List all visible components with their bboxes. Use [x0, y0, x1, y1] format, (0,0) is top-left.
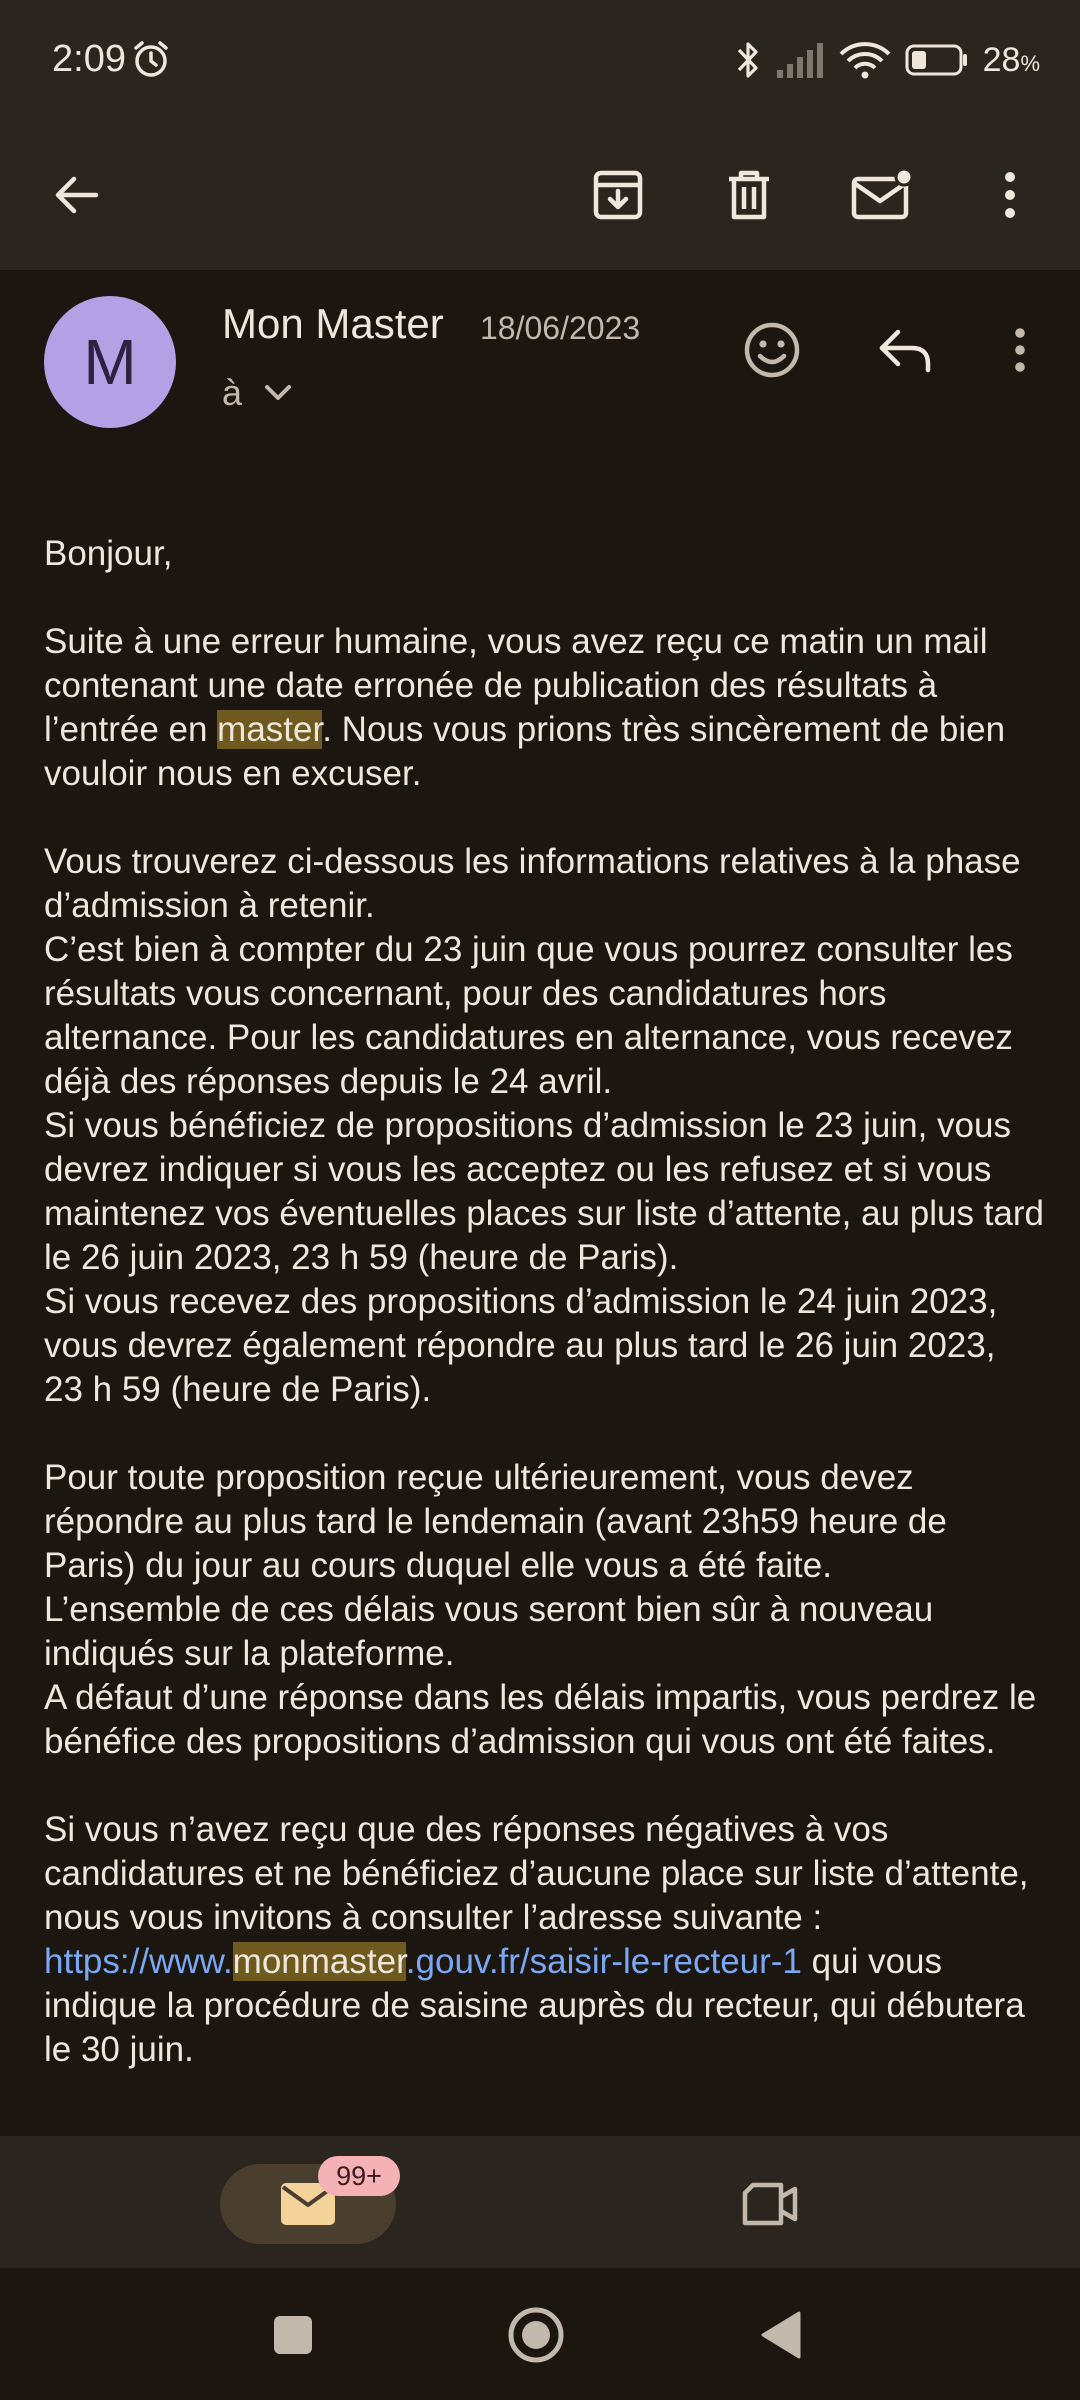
wifi-icon	[839, 40, 891, 80]
paragraph-1: Suite à une erreur humaine, vous avez reçu ce matin un mail contenant une date erronée de publication des résultats à l’entrée en master. Nous vous prions très sincèrement de bien vouloir nous en excuser.	[44, 622, 1006, 793]
more-vert-icon	[1000, 169, 1020, 221]
email-body	[44, 532, 1044, 2116]
back-button[interactable]	[36, 155, 116, 235]
status-icons	[735, 36, 1040, 84]
archive-icon	[590, 167, 646, 223]
email-view	[0, 270, 1080, 2136]
archive-button[interactable]	[578, 155, 658, 235]
bottom-navigation	[0, 2136, 1080, 2268]
paragraph-3: Pour toute proposition reçue ultérieurement, vous devez répondre au plus tard le lendemain (avant 23h59 heure de Paris) du jour au cours duquel elle vous a été faite. L’ensemble de ces délais vous seront bien sûr à nouveau indiqués sur la plateforme. A défaut d’une réponse dans les délais impartis, vous perdrez le bénéfice des propositions d’admission qui vous ont été faites.	[44, 1458, 1037, 1761]
mark-unread-icon	[850, 167, 914, 223]
more-vert-icon	[1011, 326, 1029, 374]
message-more-button[interactable]	[980, 310, 1060, 390]
home-button[interactable]	[501, 2300, 571, 2370]
paragraph-2: Vous trouverez ci-dessous les informations relatives à la phase d’admission à retenir. C’est bien à compter du 23 juin que vous pourrez consulter les résultats vous concernant, pour des candidatures hors alternance. Pour les candidatures en alternance, vous recevez déjà des réponses depuis le 24 avril. Si vous bénéficiez de propositions d’admission le 23 juin, vous devrez indiquer si vous les acceptez ou les refusez et si vous maintenez vos éventuelles places sur liste d’attente, au plus tard le 26 juin 2023, 23 h 59 (heure de Paris). Si vous recevez des propositions d’admission le 24 juin 2023, vous devrez également répondre au plus tard le 26 juin 2023, 23 h 59 (heure de Paris).	[44, 842, 1045, 1409]
alarm-icon	[130, 38, 172, 80]
greeting: Bonjour,	[44, 534, 173, 573]
paragraph-4: Si vous n’avez reçu que des réponses négatives à vos candidatures et ne bénéficiez d’aucune place sur liste d’attente, nous vous invitons à consulter l’adresse suivante : https://www.monmaster.gouv.fr/saisir-le-recteur-1 qui vous indique la procédure de saisine auprès du recteur, qui débutera le 30 juin.	[44, 1810, 1029, 2069]
battery-percent: 28%	[982, 40, 1040, 79]
bluetooth-icon	[735, 38, 761, 82]
search-highlight: master	[217, 710, 323, 749]
delete-button[interactable]	[709, 155, 789, 235]
recteur-link[interactable]: https://www.monmaster.gouv.fr/saisir-le-recteur-1	[44, 1942, 802, 1981]
back-triangle-icon	[759, 2310, 803, 2360]
meet-tab[interactable]	[730, 2164, 810, 2244]
unread-count-badge: 99+	[318, 2156, 400, 2196]
chevron-down-icon	[264, 384, 292, 402]
status-bar	[0, 0, 1080, 120]
recipient-toggle[interactable]	[222, 372, 292, 414]
system-navigation	[0, 2268, 1080, 2400]
recents-square-icon	[272, 2314, 314, 2356]
sender-name: Mon Master	[222, 300, 444, 347]
video-icon	[739, 2179, 801, 2229]
back-nav-button[interactable]	[746, 2300, 816, 2370]
delete-icon	[723, 167, 775, 223]
recents-button[interactable]	[258, 2300, 328, 2370]
reply-button[interactable]	[864, 310, 944, 390]
mark-unread-button[interactable]	[842, 155, 922, 235]
battery-icon	[905, 43, 969, 77]
back-arrow-icon	[50, 169, 102, 221]
signal-icon	[775, 40, 825, 80]
avatar[interactable]: M	[44, 296, 176, 428]
emoji-icon	[742, 320, 802, 380]
recipient-label: à	[222, 372, 243, 413]
app-toolbar	[0, 120, 1080, 270]
home-circle-icon	[507, 2306, 565, 2364]
react-emoji-button[interactable]	[732, 310, 812, 390]
email-date: 18/06/2023	[480, 310, 641, 346]
more-options-button[interactable]	[970, 155, 1050, 235]
status-time: 2:09	[52, 38, 126, 80]
reply-icon	[874, 324, 934, 376]
